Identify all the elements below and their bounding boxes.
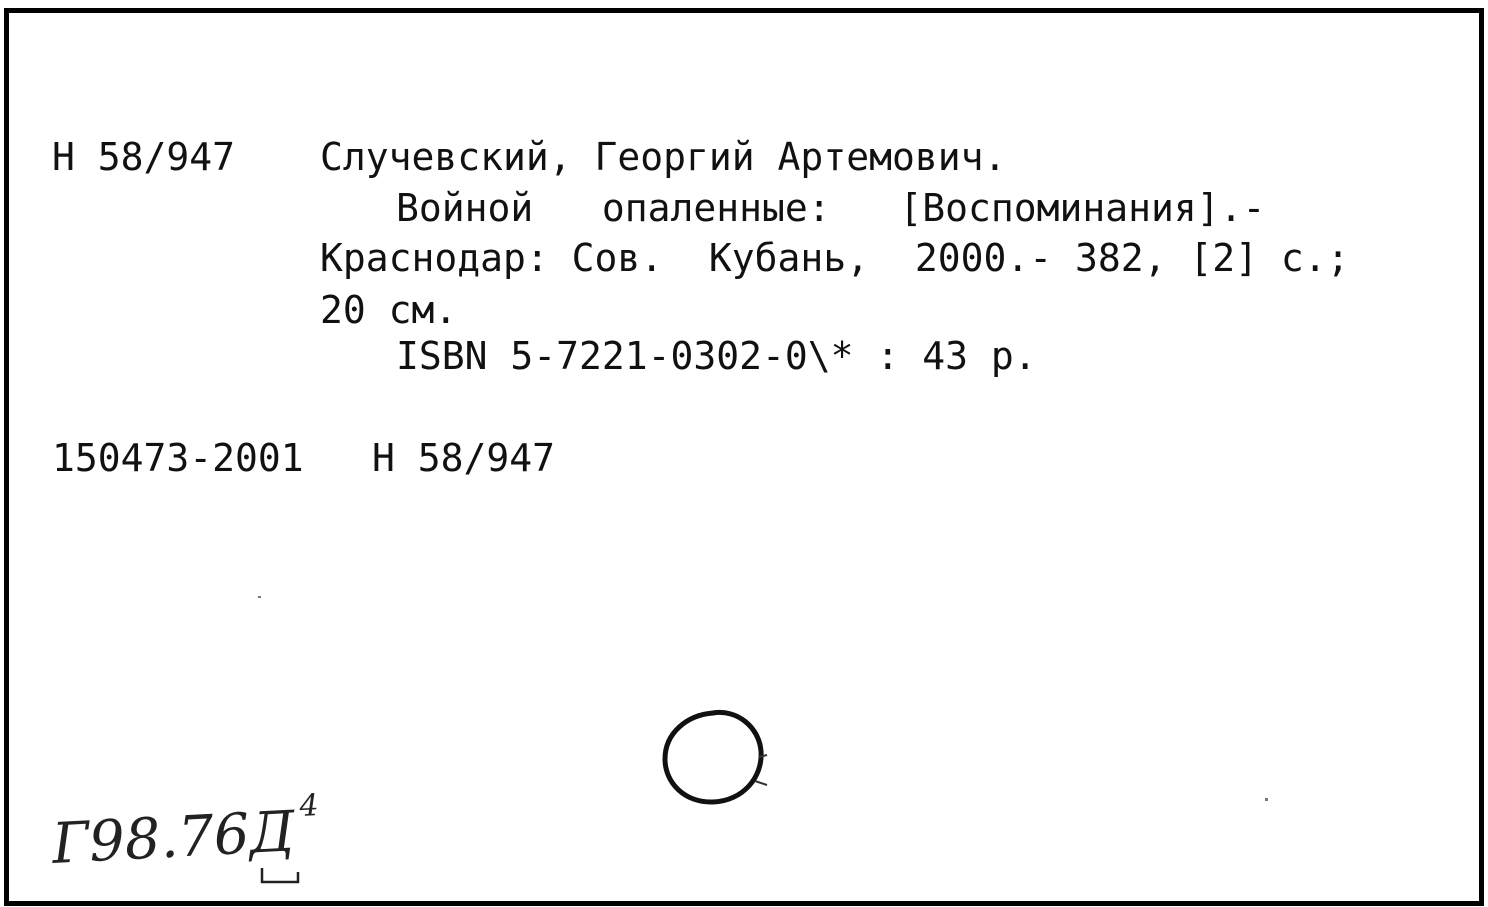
classification-superscript: 4: [298, 788, 320, 825]
classification-code: Г98.76Д: [50, 799, 297, 877]
shelf-mark: Н 58/947: [52, 135, 236, 179]
publication-imprint: Краснодар: Сов. Кубань, 2000.- 382, [2] с.;: [320, 236, 1350, 280]
isbn-price: ISBN 5-7221-0302-0\* : 43 р.: [396, 334, 1037, 378]
underline-mark-icon: [258, 864, 308, 888]
speck: [1265, 798, 1268, 801]
physical-size: 20 см.: [320, 288, 458, 332]
inventory-number: 150473-2001: [52, 436, 304, 480]
author-heading: Случевский, Георгий Артемович.: [320, 135, 1007, 179]
inventory-shelf-mark: Н 58/947: [372, 436, 556, 480]
speck: [258, 596, 261, 598]
card-hole-icon: [655, 705, 785, 815]
title-statement: Войной опаленные: [Воспоминания].-: [396, 186, 1266, 230]
